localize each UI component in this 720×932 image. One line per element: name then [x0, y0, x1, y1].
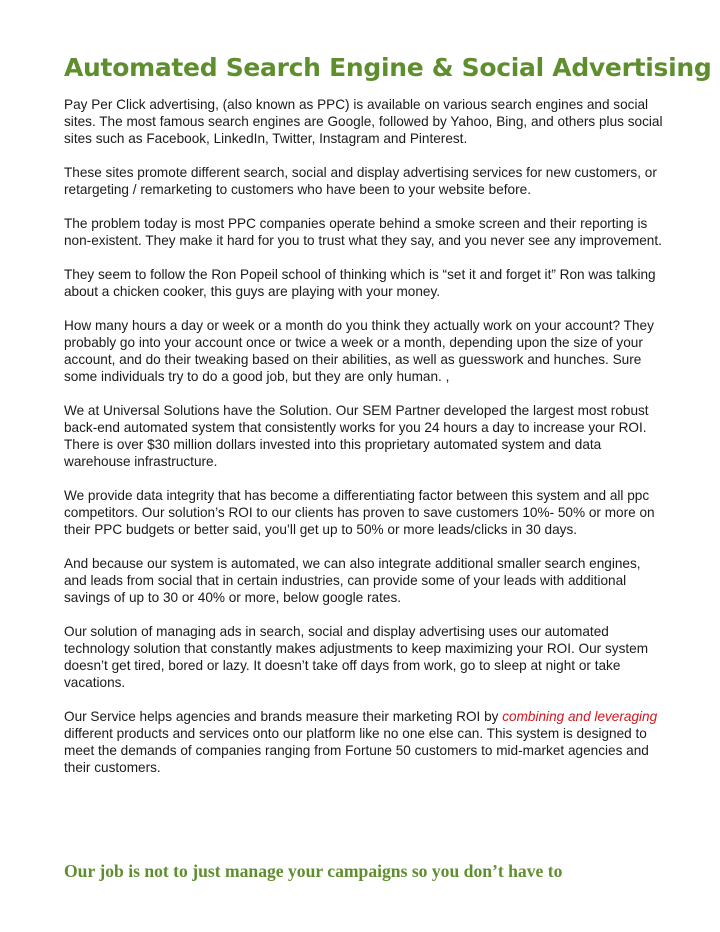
our-service-text-before: Our Service helps agencies and brands measure their marketing ROI by — [64, 709, 503, 724]
paragraph-problem: The problem today is most PPC companies operate behind a smoke screen and their reporting is non-existent. They make it hard for you to trust what they say, and you never see any improvement. — [64, 216, 662, 248]
highlighted-phrase: combining and leveraging — [502, 709, 658, 724]
paragraph-data-integrity: We provide data integrity that has become a differentiating factor between this system and all ppc competitors. Our solution’s ROI to our clients has proven to save customers 10%- 50% or more on their PPC budgets or better said, you’ll get up to 50% or more leads/clicks in 30 days. — [64, 488, 655, 537]
our-service-text-after: different products and services onto our platform like no one else can. This system is designed to meet the demands of companies ranging from Fortune 50 customers to mid-market agencies and their customers. — [64, 726, 649, 775]
page-title: Automated Search Engine & Social Advertising — [64, 53, 712, 82]
paragraph-universal-solutions: We at Universal Solutions have the Solution. Our SEM Partner developed the largest most robust back-end automated system that consistently works for you 24 hours a day to increase your ROI. There is over $30 million dollars invested into this proprietary automated system and data warehouse infrastructure. — [64, 403, 649, 469]
paragraph-ad-management: Our solution of managing ads in search, social and display advertising uses our automated technology solution that constantly makes adjustments to keep maximizing your ROI. Our system doesn’t get tired, bored or lazy. It doesn’t take off days from work, go to sleep at night or take vacations. — [64, 624, 649, 690]
footer-tagline: Our job is not to just manage your campaigns so you don’t have to — [64, 861, 563, 881]
paragraph-ad-services: These sites promote different search, social and display advertising services for new customers, or retargeting / remarketing to customers who have been to your website before. — [64, 165, 657, 197]
paragraph-set-and-forget: They seem to follow the Ron Popeil school of thinking which is “set it and forget it” Ron was talking about a chicken cooker, this guys are playing with your money. — [64, 267, 656, 299]
paragraph-automation-savings: And because our system is automated, we can also integrate additional smaller search engines, and leads from social that in certain industries, can provide some of your leads with additional savings of up to 30 or 40% or more, below google rates. — [64, 556, 641, 605]
paragraph-ppc-intro: Pay Per Click advertising, (also known as PPC) is available on various search engines and social sites. The most famous search engines are Google, followed by Yahoo, Bing, and others plus social sites such as Facebook, LinkedIn, Twitter, Instagram and Pinterest. — [64, 97, 663, 146]
paragraph-hours-worked: How many hours a day or week or a month do you think they actually work on your account? They probably go into your account once or twice a week or a month, depending upon the size of your account, and do their tweaking based on their abilities, as well as guesswork and hunches. Sure some individuals try to do a good job, but they are only human. , — [64, 318, 654, 384]
paragraph-our-service — [64, 708, 664, 776]
